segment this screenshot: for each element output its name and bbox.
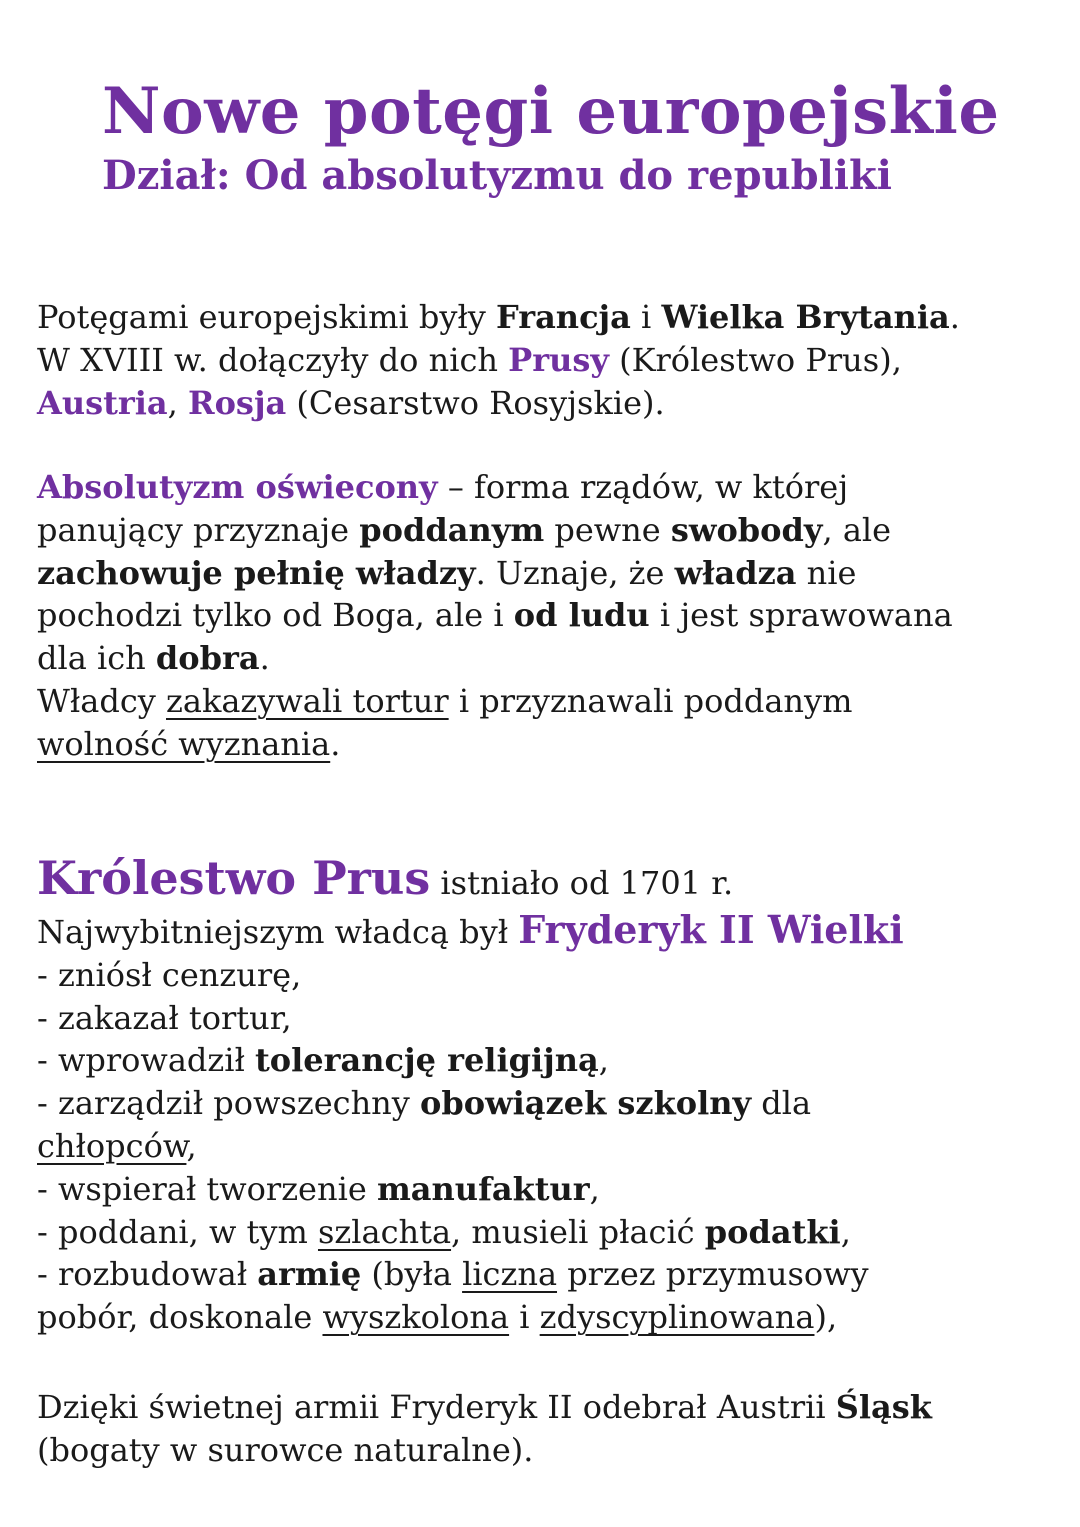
absolutism-line-2: panujący przyznaje poddanym pewne swobody, ale	[37, 510, 892, 549]
intro-line-1: Potęgami europejskimi były Francja i Wielka Brytania.	[37, 298, 960, 336]
silesia-line-2: (bogaty w surowce naturalne).	[37, 1430, 534, 1469]
reform-item: - zniósł cenzurę,	[37, 955, 302, 994]
title-block	[102, 74, 1062, 202]
term-prusy: Prusy	[508, 340, 609, 379]
absolutism-line-6: Władcy zakazywali tortur i przyznawali poddanym	[37, 681, 853, 720]
prussia-ruler-line: Najwybitniejszym władcą był Fryderyk II Wielki	[37, 907, 904, 952]
term-francja: Francja	[496, 298, 631, 336]
page-subtitle: Dział: Od absolutyzmu do republiki	[102, 152, 892, 199]
term-wielka-brytania: Wielka Brytania	[661, 298, 950, 336]
reform-item: - wspierał tworzenie manufaktur,	[37, 1169, 600, 1208]
reform-item: - zakazał tortur,	[37, 998, 292, 1037]
term-austria: Austria	[37, 383, 168, 422]
absolutism-line-5: dla ich dobra.	[37, 639, 270, 678]
absolutism-paragraph	[37, 466, 1057, 766]
ruler-name: Fryderyk II Wielki	[518, 907, 904, 952]
intro-paragraph	[37, 296, 1057, 424]
intro-line-3: Austria, Rosja (Cesarstwo Rosyjskie).	[37, 383, 665, 422]
term-slask: Śląsk	[835, 1388, 932, 1426]
absolutism-line-1: Absolutyzm oświecony – forma rządów, w której	[37, 468, 849, 506]
absolutism-line-4: pochodzi tylko od Boga, ale i od ludu i jest sprawowana	[37, 596, 953, 635]
silesia-paragraph	[37, 1386, 1057, 1472]
reform-item-cont: pobór, doskonale wyszkolona i zdyscyplinowana),	[37, 1298, 838, 1337]
reform-item: - wprowadził tolerancję religijną,	[37, 1041, 609, 1080]
page-title: Nowe potęgi europejskie	[102, 74, 1000, 149]
prussia-heading: Królestwo Prus istniało od 1701 r.	[37, 851, 734, 905]
absolutism-line-3: zachowuje pełnię władzy. Uznaje, że władza nie	[37, 553, 857, 592]
prussia-section	[37, 852, 1057, 1339]
absolutism-line-7: wolność wyznania.	[37, 724, 341, 763]
reform-item: - poddani, w tym szlachta, musieli płacić podatki,	[37, 1212, 851, 1251]
reform-item-cont: chłopców,	[37, 1126, 197, 1165]
term-rosja: Rosja	[187, 383, 287, 422]
reform-item: - rozbudował armię (była liczna przez przymusowy	[37, 1255, 869, 1294]
term-absolutyzm-oswiecony: Absolutyzm oświecony	[37, 468, 438, 506]
section-heading-krolestwo-prus: Królestwo Prus	[37, 851, 431, 905]
silesia-line-1: Dzięki świetnej armii Fryderyk II odebrał Austrii Śląsk	[37, 1388, 932, 1426]
reform-item: - zarządził powszechny obowiązek szkolny dla	[37, 1084, 812, 1123]
intro-line-2: W XVIII w. dołączyły do nich Prusy (Królestwo Prus),	[37, 340, 902, 379]
